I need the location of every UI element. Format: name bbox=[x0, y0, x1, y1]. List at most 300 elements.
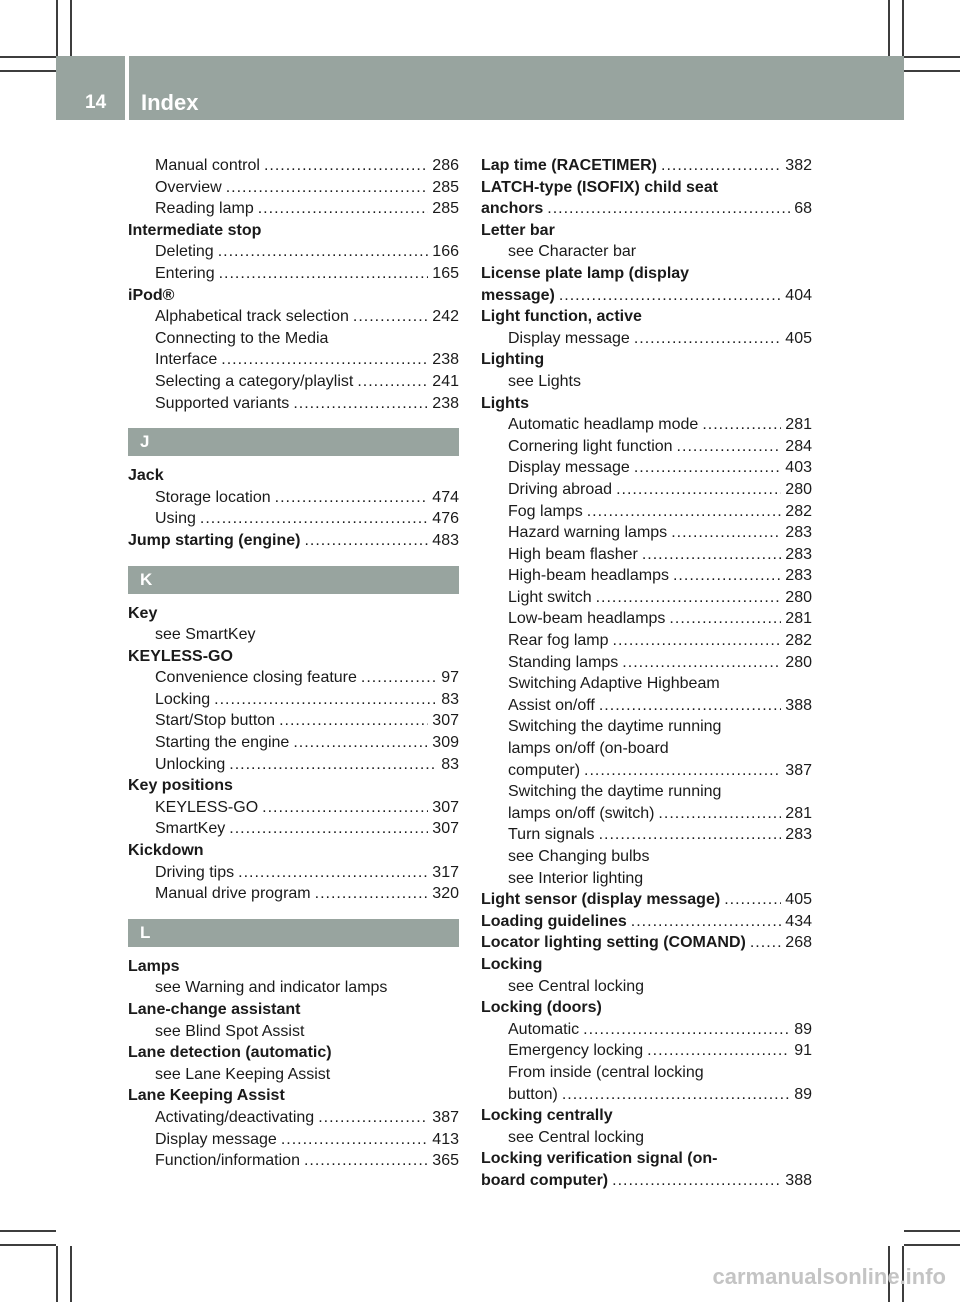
index-entry bbox=[481, 436, 812, 458]
index-entry-text: message) bbox=[481, 286, 555, 304]
index-leader-dots bbox=[559, 285, 781, 307]
index-page-number: 434 bbox=[785, 912, 812, 930]
index-entry bbox=[481, 155, 812, 177]
index-page-number: 320 bbox=[432, 885, 459, 903]
index-leader-dots bbox=[200, 508, 428, 530]
index-leader-dots bbox=[229, 754, 437, 776]
index-entry-text: Locking centrally bbox=[481, 1107, 613, 1125]
index-column-right bbox=[481, 155, 812, 1192]
index-entry-text: Automatic bbox=[508, 1020, 580, 1038]
index-entry-text: Rear fog lamp bbox=[508, 632, 609, 650]
index-leader-dots bbox=[218, 241, 429, 263]
index-entry bbox=[481, 781, 812, 803]
index-entry-text: Manual control bbox=[155, 157, 260, 174]
index-page-number: 242 bbox=[432, 308, 459, 326]
index-leader-dots bbox=[238, 862, 428, 884]
index-entry-text: Unlocking bbox=[155, 755, 226, 773]
index-page-number: 405 bbox=[785, 891, 812, 909]
index-entry bbox=[128, 349, 459, 371]
index-page-number: 68 bbox=[794, 200, 812, 218]
index-page-number: 405 bbox=[785, 329, 812, 347]
index-page-number: 166 bbox=[432, 243, 459, 261]
index-entry-text: button) bbox=[508, 1085, 558, 1103]
index-entry-text: Lamps bbox=[128, 957, 180, 975]
index-entry bbox=[481, 1170, 812, 1192]
index-entry bbox=[481, 846, 812, 868]
index-leader-dots bbox=[647, 1040, 790, 1062]
index-entry bbox=[128, 1021, 459, 1043]
index-page-number: 309 bbox=[432, 734, 459, 752]
index-page-number: 413 bbox=[432, 1130, 459, 1148]
index-leader-dots bbox=[658, 803, 781, 825]
index-entry-text: Supported variants bbox=[155, 394, 290, 412]
index-leader-dots bbox=[642, 544, 781, 566]
index-entry bbox=[128, 1042, 459, 1064]
index-leader-dots bbox=[226, 177, 429, 199]
index-entry-text: Locking (doors) bbox=[481, 999, 602, 1017]
crop-mark bbox=[56, 1246, 58, 1302]
index-entry bbox=[481, 1062, 812, 1084]
index-entry bbox=[481, 306, 812, 328]
crop-mark bbox=[0, 70, 56, 72]
index-entry bbox=[481, 479, 812, 501]
index-entry bbox=[481, 544, 812, 566]
index-page-number: 165 bbox=[432, 264, 459, 282]
index-entry-text: see Changing bulbs bbox=[508, 848, 650, 865]
crop-mark bbox=[70, 0, 72, 56]
index-leader-dots bbox=[281, 1129, 428, 1151]
index-entry bbox=[128, 241, 459, 263]
index-page-number: 89 bbox=[794, 1020, 812, 1038]
index-entry-text: KEYLESS-GO bbox=[128, 647, 233, 665]
index-leader-dots bbox=[616, 479, 781, 501]
index-entry bbox=[481, 501, 812, 523]
index-entry bbox=[128, 999, 459, 1021]
index-entry bbox=[128, 285, 459, 307]
index-leader-dots bbox=[750, 932, 781, 954]
index-entry-text: Light function, active bbox=[481, 308, 642, 326]
index-entry bbox=[481, 241, 812, 263]
crop-mark bbox=[904, 56, 960, 58]
index-page-number: 97 bbox=[441, 669, 459, 687]
index-entry bbox=[481, 565, 812, 587]
index-entry-text: board computer) bbox=[481, 1171, 609, 1189]
index-entry bbox=[128, 689, 459, 711]
section-title: Index bbox=[141, 90, 199, 115]
index-entry-text: Locking bbox=[155, 690, 211, 708]
index-entry-text: Alphabetical track selection bbox=[155, 308, 349, 326]
index-leader-dots bbox=[304, 1150, 428, 1172]
index-page-number: 268 bbox=[785, 934, 812, 952]
header-divider bbox=[125, 56, 129, 120]
index-entry bbox=[128, 667, 459, 689]
index-entry bbox=[481, 263, 812, 285]
index-entry bbox=[481, 198, 812, 220]
index-page-number: 280 bbox=[785, 588, 812, 606]
index-entry-text: License plate lamp (display bbox=[481, 264, 690, 282]
index-entry bbox=[128, 624, 459, 646]
index-entry bbox=[128, 177, 459, 199]
index-entry bbox=[128, 732, 459, 754]
index-leader-dots bbox=[547, 198, 790, 220]
index-leader-dots bbox=[622, 652, 781, 674]
index-page-number: 282 bbox=[785, 502, 812, 520]
index-leader-dots bbox=[221, 349, 428, 371]
index-entry-text: Lap time (RACETIMER) bbox=[481, 157, 657, 174]
index-entry-text: Interface bbox=[155, 351, 218, 369]
index-entry bbox=[481, 976, 812, 998]
index-entry-text: Display message bbox=[155, 1130, 277, 1148]
index-entry bbox=[128, 487, 459, 509]
index-page-number: 238 bbox=[432, 394, 459, 412]
index-entry-text: Emergency locking bbox=[508, 1042, 644, 1060]
index-entry bbox=[481, 349, 812, 371]
index-entry bbox=[481, 608, 812, 630]
index-entry-text: Reading lamp bbox=[155, 200, 254, 218]
index-entry bbox=[481, 587, 812, 609]
index-entry-text: High beam flasher bbox=[508, 545, 638, 563]
index-entry-text: Switching Adaptive Highbeam bbox=[508, 675, 720, 693]
index-entry-text: SmartKey bbox=[155, 820, 226, 838]
index-entry bbox=[481, 695, 812, 717]
index-entry-text: Light sensor (display message) bbox=[481, 891, 721, 909]
index-entry bbox=[128, 1129, 459, 1151]
index-page-number: 281 bbox=[785, 610, 812, 628]
index-entry bbox=[481, 954, 812, 976]
index-entry-text: Display message bbox=[508, 459, 630, 477]
index-entry bbox=[481, 522, 812, 544]
index-entry-text: see Blind Spot Assist bbox=[155, 1022, 305, 1040]
index-leader-dots bbox=[293, 393, 428, 415]
index-page-number: 403 bbox=[785, 459, 812, 477]
index-leader-dots bbox=[584, 760, 781, 782]
index-entry bbox=[128, 797, 459, 819]
index-leader-dots bbox=[315, 883, 429, 905]
index-entry-text: Starting the engine bbox=[155, 734, 290, 752]
index-page-number: 387 bbox=[785, 761, 812, 779]
index-entry bbox=[481, 868, 812, 890]
index-entry bbox=[128, 775, 459, 797]
index-entry-text: Storage location bbox=[155, 488, 271, 506]
index-entry-text: Jump starting (engine) bbox=[128, 531, 301, 549]
index-entry-text: Driving tips bbox=[155, 863, 235, 881]
index-entry-text: Turn signals bbox=[508, 826, 595, 844]
index-entry bbox=[128, 328, 459, 350]
index-entry bbox=[128, 508, 459, 530]
index-entry bbox=[481, 911, 812, 933]
index-entry bbox=[481, 803, 812, 825]
index-entry-text: Lane detection (automatic) bbox=[128, 1044, 332, 1062]
index-letter-heading: K bbox=[128, 566, 459, 594]
index-page-number: 89 bbox=[794, 1085, 812, 1103]
index-entry bbox=[128, 306, 459, 328]
index-entry-text: Activating/deactivating bbox=[155, 1108, 315, 1126]
index-entry bbox=[128, 840, 459, 862]
index-page-number: 382 bbox=[785, 157, 812, 174]
index-leader-dots bbox=[612, 1170, 781, 1192]
index-entry-text: lamps on/off (on-board bbox=[508, 740, 669, 758]
index-entry bbox=[481, 328, 812, 350]
index-entry bbox=[481, 738, 812, 760]
index-leader-dots bbox=[599, 695, 781, 717]
index-entry-text: KEYLESS-GO bbox=[155, 798, 259, 816]
index-entry-text: Connecting to the Media bbox=[155, 329, 329, 347]
index-page-number: 281 bbox=[785, 804, 812, 822]
index-entry-text: Locator lighting setting (COMAND) bbox=[481, 934, 746, 952]
index-entry bbox=[481, 177, 812, 199]
index-leader-dots bbox=[583, 1019, 790, 1041]
index-leader-dots bbox=[631, 911, 782, 933]
crop-mark bbox=[56, 0, 58, 56]
page-number: 14 bbox=[85, 92, 107, 113]
index-entry-text: Entering bbox=[155, 264, 215, 282]
index-entry bbox=[128, 1107, 459, 1129]
index-leader-dots bbox=[258, 198, 429, 220]
index-page-number: 241 bbox=[432, 372, 459, 390]
index-entry-text: Automatic headlamp mode bbox=[508, 416, 699, 434]
index-leader-dots bbox=[673, 565, 781, 587]
index-entry-text: Light switch bbox=[508, 588, 592, 606]
index-entry bbox=[481, 997, 812, 1019]
index-page-number: 284 bbox=[785, 437, 812, 455]
index-entry bbox=[481, 414, 812, 436]
index-leader-dots bbox=[661, 155, 781, 177]
index-leader-dots bbox=[702, 414, 781, 436]
index-page-number: 285 bbox=[432, 200, 459, 218]
index-leader-dots bbox=[587, 501, 782, 523]
index-page-number: 91 bbox=[794, 1042, 812, 1060]
index-leader-dots bbox=[724, 889, 781, 911]
index-page-number: 404 bbox=[785, 286, 812, 304]
index-leader-dots bbox=[293, 732, 428, 754]
index-entry-text: Switching the daytime running bbox=[508, 718, 722, 736]
index-page-number: 283 bbox=[785, 826, 812, 844]
index-leader-dots bbox=[677, 436, 782, 458]
index-entry bbox=[481, 220, 812, 242]
index-page-number: 285 bbox=[432, 178, 459, 196]
index-entry bbox=[128, 862, 459, 884]
index-leader-dots bbox=[264, 155, 428, 177]
index-entry bbox=[128, 818, 459, 840]
index-entry bbox=[128, 155, 459, 177]
index-entry-text: Lane Keeping Assist bbox=[128, 1087, 285, 1105]
index-entry-text: Key bbox=[128, 604, 158, 622]
index-entry bbox=[481, 1084, 812, 1106]
index-page-number: 365 bbox=[432, 1152, 459, 1170]
index-entry-text: see Central locking bbox=[508, 977, 645, 995]
index-leader-dots bbox=[318, 1107, 428, 1129]
index-entry bbox=[128, 1150, 459, 1172]
crop-mark bbox=[70, 1246, 72, 1302]
index-entry-text: Fog lamps bbox=[508, 502, 583, 520]
index-entry-text: Display message bbox=[508, 329, 630, 347]
index-entry bbox=[481, 889, 812, 911]
index-page-number: 307 bbox=[432, 820, 459, 838]
index-entry bbox=[481, 1040, 812, 1062]
index-leader-dots bbox=[229, 818, 428, 840]
index-letter-heading: J bbox=[128, 428, 459, 456]
index-entry-text: see Central locking bbox=[508, 1128, 645, 1146]
index-page-number: 476 bbox=[432, 510, 459, 528]
index-entry-text: iPod® bbox=[128, 286, 175, 304]
index-entry bbox=[481, 393, 812, 415]
index-entry-text: Jack bbox=[128, 467, 164, 485]
crop-mark bbox=[0, 56, 56, 58]
index-page-number: 83 bbox=[441, 755, 459, 773]
index-page-number: 283 bbox=[785, 545, 812, 563]
index-entry-text: Convenience closing feature bbox=[155, 669, 357, 687]
index-entry-text: Locking verification signal (on- bbox=[481, 1150, 718, 1168]
index-entry bbox=[481, 760, 812, 782]
crop-mark bbox=[0, 1244, 56, 1246]
index-entry-text: Deleting bbox=[155, 243, 214, 261]
index-leader-dots bbox=[214, 689, 437, 711]
index-page-number: 307 bbox=[432, 712, 459, 730]
index-page-number: 283 bbox=[785, 567, 812, 585]
index-entry-text: Assist on/off bbox=[508, 696, 595, 714]
index-entry bbox=[481, 652, 812, 674]
index-entry-text: lamps on/off (switch) bbox=[508, 804, 655, 822]
index-entry bbox=[128, 883, 459, 905]
index-entry bbox=[481, 1105, 812, 1127]
index-entry-text: Hazard warning lamps bbox=[508, 524, 668, 542]
index-letter-heading: L bbox=[128, 919, 459, 947]
index-leader-dots bbox=[361, 667, 437, 689]
index-entry-text: Manual drive program bbox=[155, 885, 311, 903]
index-page-number: 387 bbox=[432, 1108, 459, 1126]
index-entry-text: anchors bbox=[481, 200, 544, 218]
index-entry-text: see Lights bbox=[508, 372, 581, 390]
index-entry bbox=[481, 673, 812, 695]
index-entry-text: Driving abroad bbox=[508, 480, 613, 498]
index-entry bbox=[128, 465, 459, 487]
index-leader-dots bbox=[304, 530, 428, 552]
index-page-number: 280 bbox=[785, 480, 812, 498]
index-page-number: 281 bbox=[785, 416, 812, 434]
index-leader-dots bbox=[669, 608, 781, 630]
index-entry bbox=[128, 603, 459, 625]
index-entry bbox=[481, 1148, 812, 1170]
index-entry bbox=[128, 198, 459, 220]
crop-mark bbox=[904, 1244, 960, 1246]
index-leader-dots bbox=[613, 630, 782, 652]
index-entry-text: Kickdown bbox=[128, 842, 204, 860]
index-entry bbox=[481, 371, 812, 393]
index-leader-dots bbox=[219, 263, 429, 285]
index-entry-text: Loading guidelines bbox=[481, 912, 627, 930]
index-entry bbox=[481, 630, 812, 652]
index-page-number: 282 bbox=[785, 632, 812, 650]
crop-mark bbox=[0, 1230, 56, 1232]
index-entry-text: High-beam headlamps bbox=[508, 567, 669, 585]
index-page-number: 388 bbox=[785, 1171, 812, 1189]
index-leader-dots bbox=[671, 522, 781, 544]
index-leader-dots bbox=[357, 371, 428, 393]
index-entry-text: see Interior lighting bbox=[508, 869, 644, 887]
index-entry bbox=[481, 932, 812, 954]
index-leader-dots bbox=[279, 710, 428, 732]
crop-mark bbox=[904, 1230, 960, 1232]
index-entry-text: Cornering light function bbox=[508, 437, 673, 455]
index-entry bbox=[128, 710, 459, 732]
index-entry bbox=[481, 824, 812, 846]
index-leader-dots bbox=[634, 328, 781, 350]
index-leader-dots bbox=[275, 487, 429, 509]
index-entry bbox=[481, 1127, 812, 1149]
index-entry bbox=[481, 716, 812, 738]
index-entry-text: Start/Stop button bbox=[155, 712, 276, 730]
index-entry-text: see Lane Keeping Assist bbox=[155, 1065, 331, 1083]
crop-mark bbox=[888, 0, 890, 56]
index-entry bbox=[128, 646, 459, 668]
index-entry bbox=[128, 956, 459, 978]
index-column-left bbox=[128, 155, 459, 1172]
index-entry-text: Locking bbox=[481, 955, 543, 973]
index-entry-text: Switching the daytime running bbox=[508, 783, 722, 801]
index-entry-text: Overview bbox=[155, 178, 222, 196]
crop-mark bbox=[904, 70, 960, 72]
watermark: carmanualsonline.info bbox=[712, 1264, 946, 1289]
index-entry-text: see Warning and indicator lamps bbox=[155, 979, 388, 997]
index-entry bbox=[481, 457, 812, 479]
index-page-number: 83 bbox=[441, 690, 459, 708]
index-entry bbox=[128, 754, 459, 776]
crop-mark bbox=[902, 0, 904, 56]
index-entry-text: Standing lamps bbox=[508, 653, 619, 671]
index-page-number: 283 bbox=[785, 524, 812, 542]
index-entry-text: computer) bbox=[508, 761, 581, 779]
index-entry-text: From inside (central locking bbox=[508, 1063, 704, 1081]
index-entry-text: Lane-change assistant bbox=[128, 1001, 301, 1018]
index-leader-dots bbox=[599, 824, 782, 846]
index-entry-text: see Character bar bbox=[508, 243, 637, 261]
index-leader-dots bbox=[634, 457, 781, 479]
index-entry bbox=[128, 1085, 459, 1107]
index-entry bbox=[128, 220, 459, 242]
index-entry-text: Function/information bbox=[155, 1152, 300, 1170]
index-entry bbox=[481, 285, 812, 307]
index-entry-text: Key positions bbox=[128, 777, 233, 795]
index-page-number: 474 bbox=[432, 488, 459, 506]
index-leader-dots bbox=[353, 306, 428, 328]
index-entry-text: Letter bar bbox=[481, 221, 555, 239]
index-page-number: 307 bbox=[432, 798, 459, 816]
index-entry-text: LATCH-type (ISOFIX) child seat bbox=[481, 178, 719, 196]
index-page-number: 238 bbox=[432, 351, 459, 369]
index-entry bbox=[128, 393, 459, 415]
index-entry-text: Selecting a category/playlist bbox=[155, 372, 354, 390]
index-entry bbox=[128, 530, 459, 552]
index-entry-text: see SmartKey bbox=[155, 626, 256, 644]
index-entry bbox=[128, 371, 459, 393]
index-entry-text: Lights bbox=[481, 394, 529, 412]
index-page-number: 388 bbox=[785, 696, 812, 714]
index-leader-dots bbox=[562, 1084, 790, 1106]
index-entry bbox=[128, 263, 459, 285]
index-entry-text: Low-beam headlamps bbox=[508, 610, 666, 628]
index-page-number: 280 bbox=[785, 653, 812, 671]
index-entry bbox=[481, 1019, 812, 1041]
index-entry-text: Using bbox=[155, 510, 196, 528]
index-entry bbox=[128, 977, 459, 999]
index-entry-text: Lighting bbox=[481, 351, 545, 369]
index-leader-dots bbox=[596, 587, 782, 609]
index-entry bbox=[128, 1064, 459, 1086]
index-leader-dots bbox=[262, 797, 428, 819]
index-page-number: 286 bbox=[432, 157, 459, 174]
index-page-number: 317 bbox=[432, 863, 459, 881]
index-page-number: 483 bbox=[432, 531, 459, 549]
